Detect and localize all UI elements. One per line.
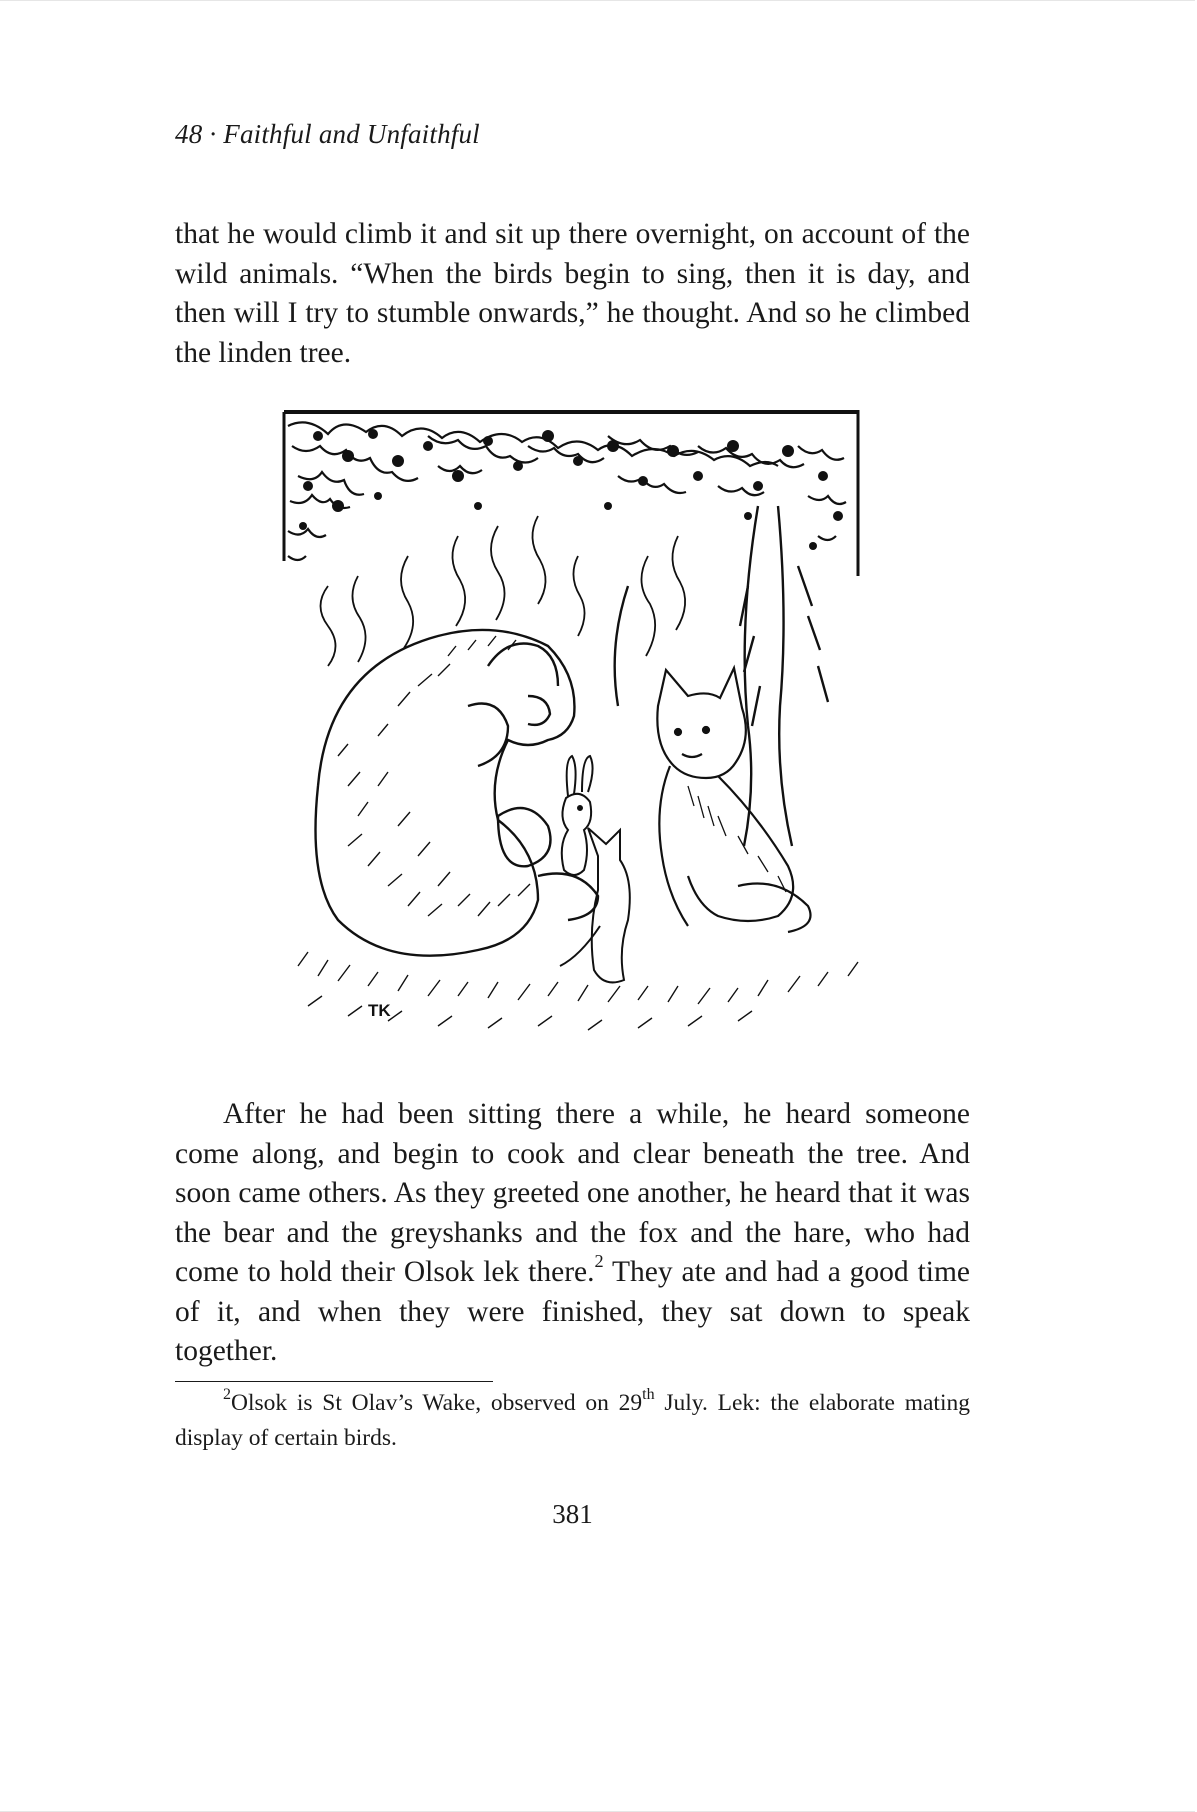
- footnote: [175, 1386, 970, 1456]
- paragraph-1: that he would climb it and sit up there overnight, on account of the wild animals. “When the birds begin to sing, then it is day, and then will I try to stumble onwards,” he thought. And so he climbed the linden tree.: [175, 218, 970, 369]
- running-head-page-number: 48: [175, 119, 203, 149]
- running-head: [175, 119, 480, 150]
- footnote-text-after-sup: July. Lek: the elaborate mating display of certain birds.: [175, 1390, 970, 1451]
- footnote-text-before-sup: Olsok is St Olav’s Wake, observed on 29: [230, 1390, 643, 1416]
- footnote-reference-marker[interactable]: 2: [594, 1251, 604, 1272]
- running-head-title: Faithful and Unfaithful: [223, 119, 480, 149]
- page-number: 381: [552, 1499, 593, 1529]
- footnote-rule: [175, 1381, 493, 1382]
- paragraph-2-text-before-note: After he had been sitting there a while, he heard someone come along, and begin to cook and clear beneath the tree. And soon came others. As they greeted one another, he heard that it was the bear and the greyshanks and the fox and the hare, who had come to hold their Olsok lek there.: [175, 1098, 970, 1288]
- illustration-drawing: [278, 406, 878, 1046]
- illustration-initials: TK: [368, 1001, 391, 1020]
- paragraph-2: [175, 1095, 970, 1372]
- footnote-marker: 2: [223, 1385, 231, 1403]
- paragraph-2-text-after-note: They ate and had a good time of it, and when they were finished, they sat down to speak together.: [175, 1256, 971, 1367]
- running-head-separator: ·: [202, 119, 224, 149]
- footnote-ordinal-suffix: th: [642, 1385, 655, 1403]
- illustration-bear-fox-hare: [278, 406, 878, 1046]
